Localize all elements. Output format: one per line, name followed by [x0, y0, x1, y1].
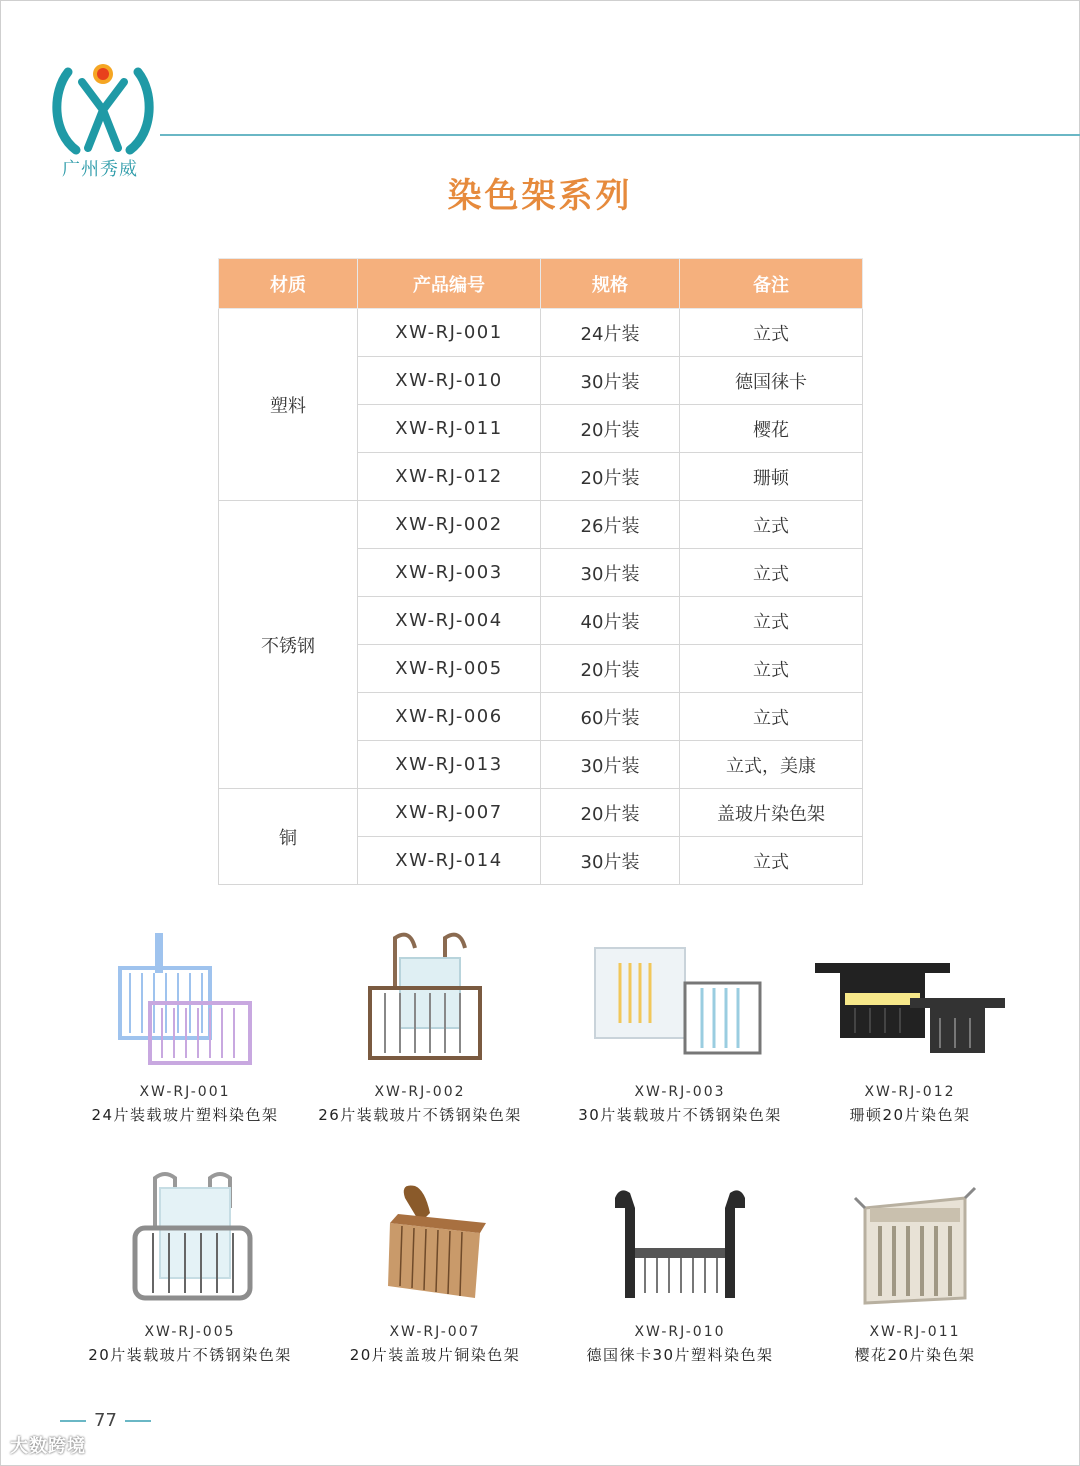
table-row	[219, 789, 863, 837]
product-card	[75, 1168, 305, 1365]
black-hanging-rack-icon	[810, 928, 1010, 1078]
product-card	[70, 928, 300, 1125]
steel-rack-icon	[345, 928, 495, 1078]
black-hanging-rack-icon	[605, 1168, 755, 1318]
spec-cell: 40片装	[541, 597, 680, 645]
code-cell: XW-RJ-012	[358, 453, 541, 501]
material-cell: 不锈钢	[219, 501, 358, 789]
header-note: 备注	[680, 259, 863, 309]
product-card	[560, 928, 800, 1125]
brand-name: 广州秀威	[62, 159, 138, 180]
product-code: XW-RJ-007	[389, 1324, 481, 1340]
beige-rack-icon	[840, 1168, 990, 1318]
product-card	[320, 1168, 550, 1365]
code-cell: XW-RJ-003	[358, 549, 541, 597]
page-number-dash-left	[60, 1420, 86, 1422]
note-cell: 立式	[680, 837, 863, 885]
product-card	[565, 1168, 795, 1365]
note-cell: 立式	[680, 501, 863, 549]
table-row	[219, 501, 863, 549]
note-cell: 盖玻片染色架	[680, 789, 863, 837]
product-name: 德国徕卡30片塑料染色架	[586, 1346, 774, 1364]
note-cell: 立式	[680, 597, 863, 645]
spec-cell: 24片装	[541, 309, 680, 357]
copper-rack-icon	[360, 1168, 510, 1318]
product-code: XW-RJ-003	[634, 1084, 726, 1100]
product-card	[305, 928, 535, 1125]
note-cell: 珊顿	[680, 453, 863, 501]
table-row	[219, 309, 863, 357]
spec-cell: 60片装	[541, 693, 680, 741]
code-cell: XW-RJ-010	[358, 357, 541, 405]
spec-cell: 26片装	[541, 501, 680, 549]
note-cell: 立式，美康	[680, 741, 863, 789]
code-cell: XW-RJ-005	[358, 645, 541, 693]
product-card	[800, 928, 1020, 1125]
code-cell: XW-RJ-007	[358, 789, 541, 837]
note-cell: 樱花	[680, 405, 863, 453]
product-code: XW-RJ-001	[139, 1084, 231, 1100]
page-number-dash-right	[125, 1420, 151, 1422]
product-code: XW-RJ-005	[144, 1324, 236, 1340]
spec-cell: 20片装	[541, 405, 680, 453]
spec-table	[218, 258, 863, 885]
table-header-row	[219, 259, 863, 309]
product-name: 珊顿20片染色架	[849, 1106, 971, 1124]
spec-cell: 30片装	[541, 837, 680, 885]
product-code: XW-RJ-010	[634, 1324, 726, 1340]
note-cell: 立式	[680, 549, 863, 597]
spec-cell: 30片装	[541, 741, 680, 789]
code-cell: XW-RJ-001	[358, 309, 541, 357]
product-name: 30片装载玻片不锈钢染色架	[578, 1106, 782, 1124]
spec-cell: 20片装	[541, 453, 680, 501]
product-code: XW-RJ-012	[864, 1084, 956, 1100]
header-spec: 规格	[541, 259, 680, 309]
product-name: 26片装载玻片不锈钢染色架	[318, 1106, 522, 1124]
material-cell: 塑料	[219, 309, 358, 501]
steel-rack-box-icon	[590, 928, 770, 1078]
note-cell: 立式	[680, 693, 863, 741]
note-cell: 德国徕卡	[680, 357, 863, 405]
product-name: 20片装载玻片不锈钢染色架	[88, 1346, 292, 1364]
plastic-rack-icon	[110, 928, 260, 1078]
product-name: 20片装盖玻片铜染色架	[349, 1346, 521, 1364]
spec-cell: 30片装	[541, 357, 680, 405]
page-number-text: 77	[94, 1410, 117, 1431]
note-cell: 立式	[680, 645, 863, 693]
product-card	[800, 1168, 1030, 1365]
code-cell: XW-RJ-004	[358, 597, 541, 645]
code-cell: XW-RJ-011	[358, 405, 541, 453]
page-title: 染色架系列	[447, 176, 633, 216]
spec-cell: 20片装	[541, 789, 680, 837]
product-name: 樱花20片染色架	[854, 1346, 976, 1364]
code-cell: XW-RJ-013	[358, 741, 541, 789]
note-cell: 立式	[680, 309, 863, 357]
product-name: 24片装载玻片塑料染色架	[91, 1106, 279, 1124]
code-cell: XW-RJ-014	[358, 837, 541, 885]
material-cell: 铜	[219, 789, 358, 885]
spec-cell: 20片装	[541, 645, 680, 693]
product-code: XW-RJ-011	[869, 1324, 961, 1340]
steel-rack-icon	[115, 1168, 265, 1318]
code-cell: XW-RJ-006	[358, 693, 541, 741]
header-material: 材质	[219, 259, 358, 309]
watermark: 大数跨境	[10, 1436, 86, 1457]
code-cell: XW-RJ-002	[358, 501, 541, 549]
page-number	[52, 1410, 159, 1431]
product-code: XW-RJ-002	[374, 1084, 466, 1100]
spec-cell: 30片装	[541, 549, 680, 597]
header-divider	[160, 134, 1080, 136]
header-code: 产品编号	[358, 259, 541, 309]
